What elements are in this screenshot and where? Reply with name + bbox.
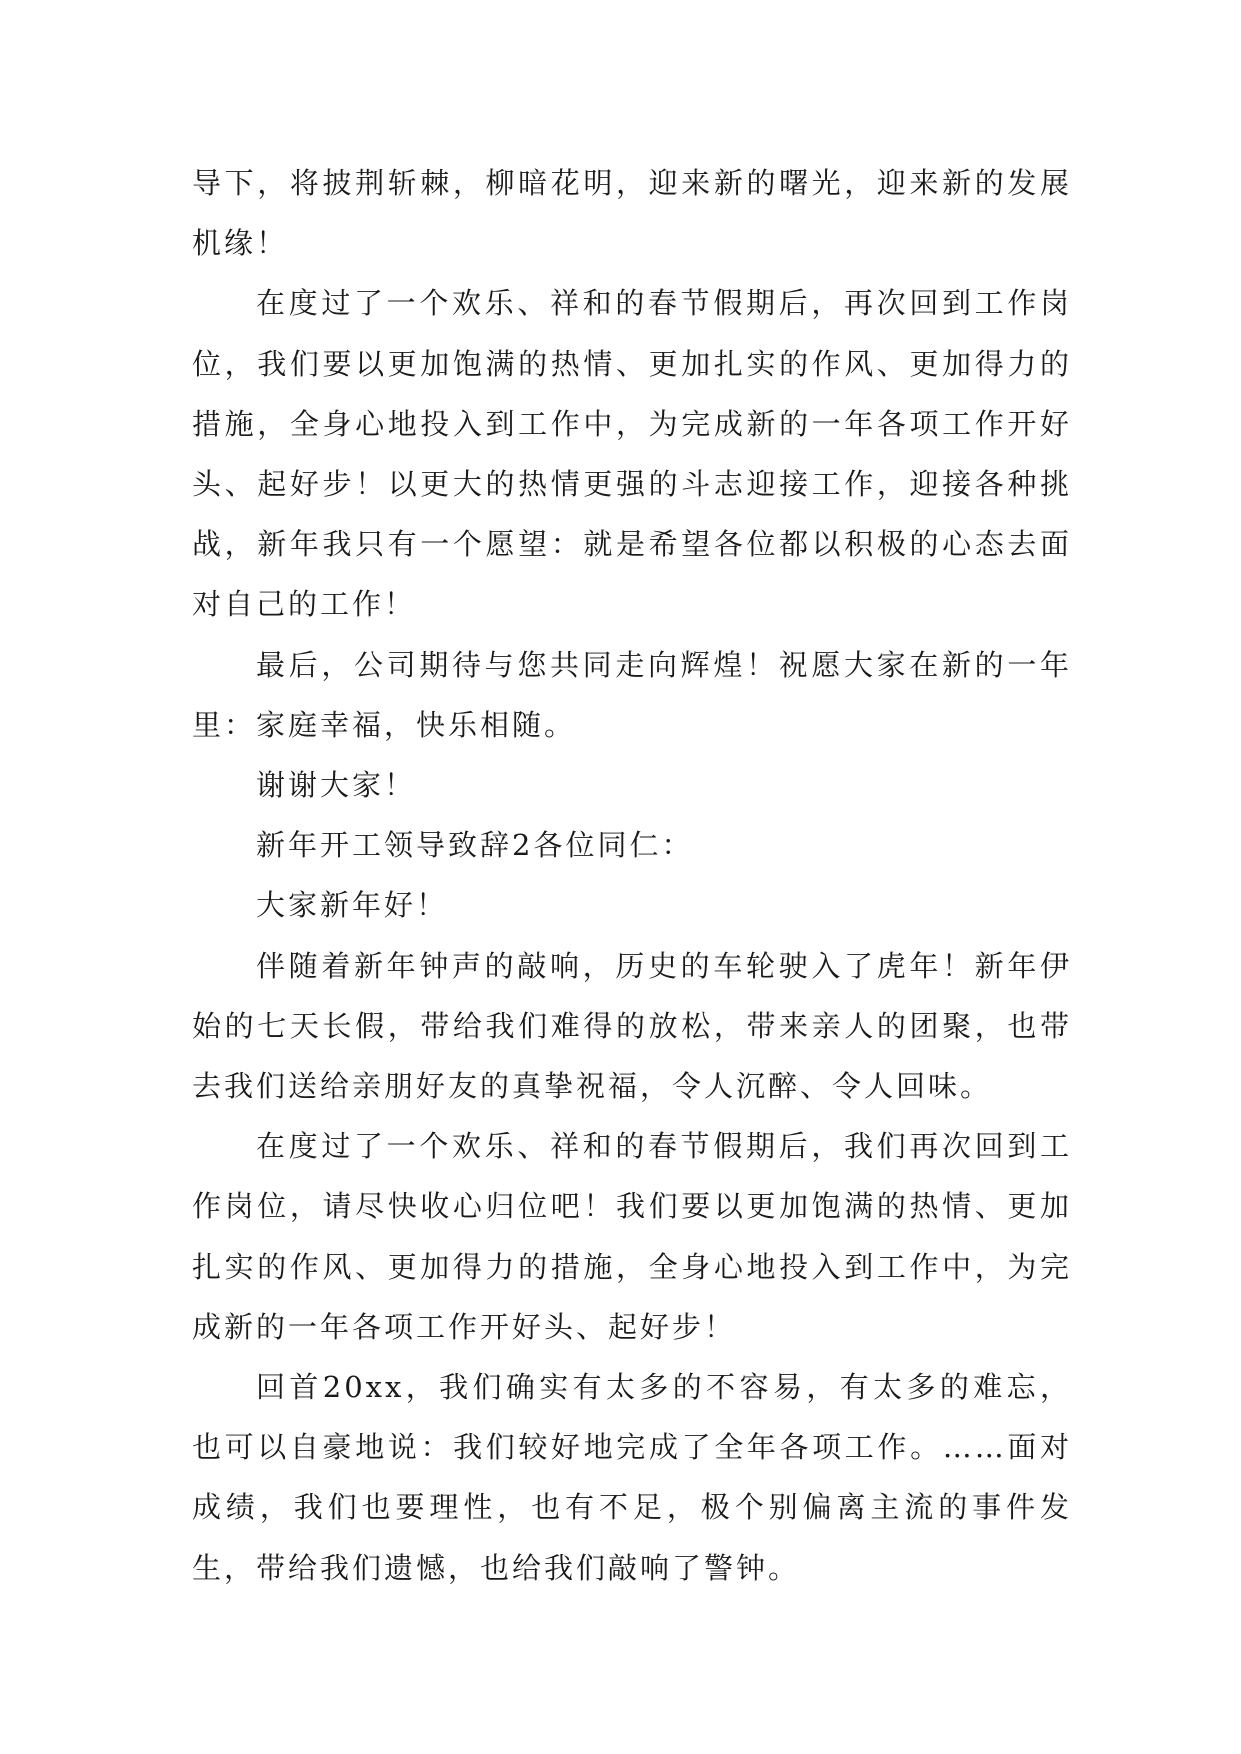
paragraph-8: 在度过了一个欢乐、祥和的春节假期后，我们再次回到工作岗位，请尽快收心归位吧！我们要以更加饱满的热情、更加扎实的作风、更加得力的措施，全身心地投入到工作中，为完成新的一年各项工作开好头、起好步！ — [192, 1129, 1072, 1344]
paragraph-5: 新年开工领导致辞2各位同仁： — [256, 828, 694, 863]
paragraph-1: 导下，将披荆斩棘，柳暗花明，迎来新的曙光，迎来新的发展机缘！ — [192, 166, 1072, 261]
paragraph-3: 最后，公司期待与您共同走向辉煌！祝愿大家在新的一年里：家庭幸福，快乐相随。 — [192, 647, 1072, 742]
paragraph-4: 谢谢大家！ — [256, 768, 417, 803]
document-body — [192, 153, 1072, 1598]
paragraph-6: 大家新年好！ — [256, 888, 449, 923]
paragraph-2: 在度过了一个欢乐、祥和的春节假期后，再次回到工作岗位，我们要以更加饱满的热情、更加扎实的作风、更加得力的措施，全身心地投入到工作中，为完成新的一年各项工作开好头、起好步！以更大的热情更强的斗志迎接工作，迎接各种挑战，新年我只有一个愿望：就是希望各位都以积极的心态去面对自己的工作！ — [192, 286, 1072, 622]
paragraph-7: 伴随着新年钟声的敲响，历史的车轮驶入了虎年！新年伊始的七天长假，带给我们难得的放松，带来亲人的团聚，也带去我们送给亲朋好友的真挚祝福，令人沉醉、令人回味。 — [192, 948, 1072, 1104]
paragraph-9: 回首20xx，我们确实有太多的不容易，有太多的难忘，也可以自豪地说：我们较好地完成了全年各项工作。……面对成绩，我们也要理性，也有不足，极个别偏离主流的事件发生，带给我们遗憾，也给我们敲响了警钟。 — [192, 1370, 1072, 1585]
